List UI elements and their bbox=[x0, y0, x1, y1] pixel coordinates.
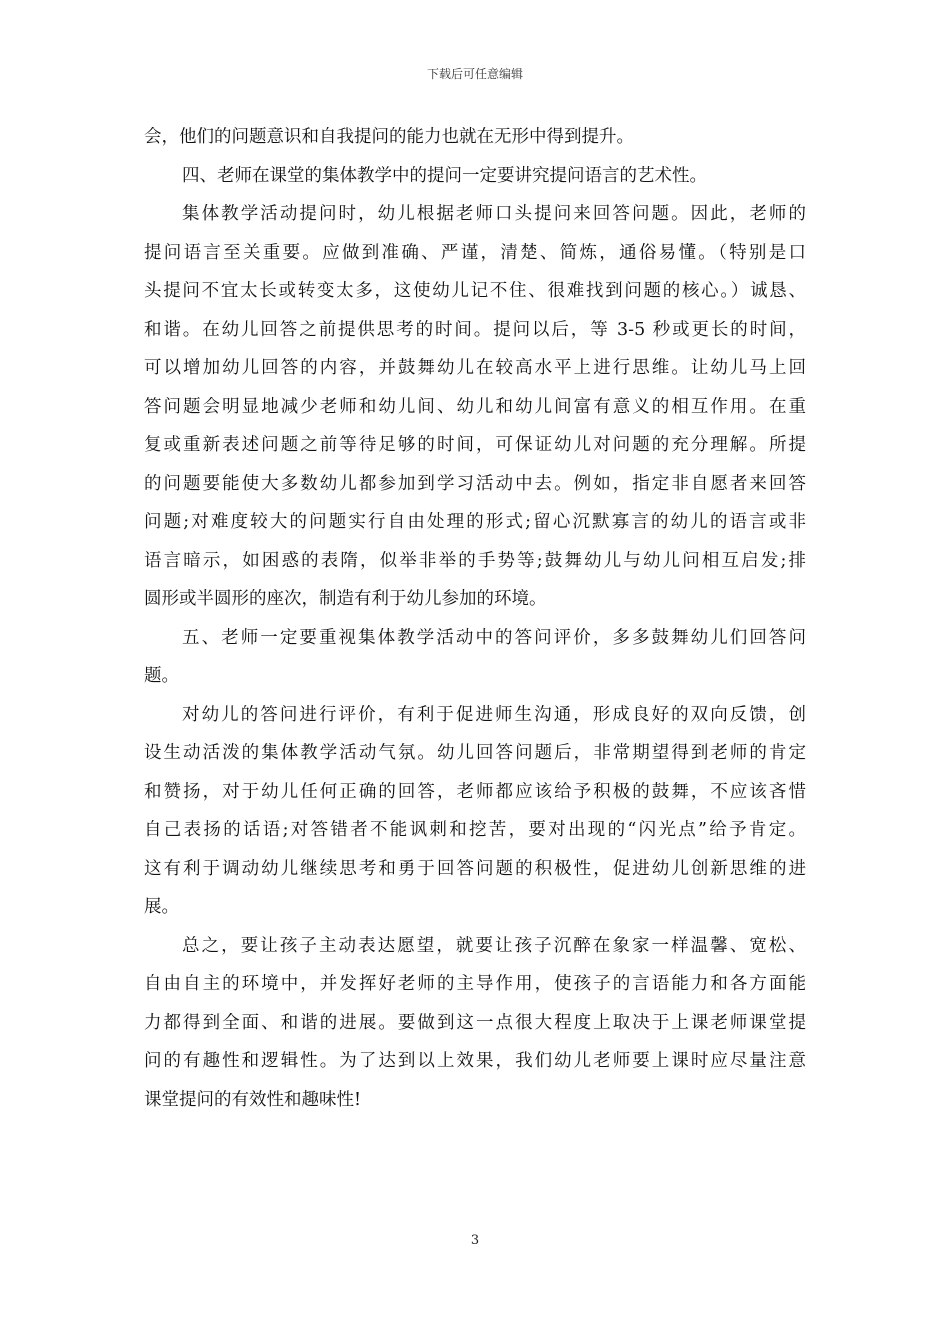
text-line: 集体教学活动提问时，幼儿根据老师口头提问来回答问题。因此，老师的 bbox=[182, 204, 806, 224]
text-line: 和谐。在幼儿回答之前提供思考的时间。提问以后，等 3-5 秒或更长的时间， bbox=[144, 319, 806, 340]
text-line: 自己表扬的话语;对答错者不能讽刺和挖苦，要对出现的“闪光点”给予肯定。 bbox=[144, 820, 806, 840]
text-line: 和赞扬，对于幼儿任何正确的回答，老师都应该给予积极的鼓舞，不应该吝惜 bbox=[144, 781, 806, 802]
text-line: 问的有趣性和逻辑性。为了达到以上效果，我们幼儿老师要上课时应尽量注意 bbox=[144, 1051, 806, 1071]
section-heading-4: 四、老师在课堂的集体教学中的提问一定要讲究提问语言的艺术性。 bbox=[182, 165, 707, 186]
text-line: 展。 bbox=[144, 897, 179, 917]
text-line: 总之，要让孩子主动表达愿望，就要让孩子沉醉在象家一样温馨、宽松、 bbox=[182, 935, 806, 956]
text-line: 圆形或半圆形的座次，制造有利于幼儿参加的环境。 bbox=[144, 589, 547, 609]
text-line: 复或重新表述问题之前等待足够的时间，可保证幼儿对问题的充分理解。所提 bbox=[144, 435, 806, 455]
text-line: 提问语言至关重要。应做到准确、严谨，清楚、简炼，通俗易懂。（特别是口 bbox=[144, 242, 806, 263]
text-line: 会，他们的问题意识和自我提问的能力也就在无形中得到提升。 bbox=[144, 127, 634, 147]
page-number: 3 bbox=[470, 1233, 480, 1248]
section-heading-5-end: 题。 bbox=[144, 666, 179, 686]
text-line: 这有利于调动幼儿继续思考和勇于回答问题的积极性，促进幼儿创新思维的进 bbox=[144, 858, 806, 879]
text-line: 设生动活泼的集体教学活动气氛。幼儿回答问题后，非常期望得到老师的肯定 bbox=[144, 743, 806, 763]
page-header: 下载后可任意编辑 bbox=[426, 67, 523, 81]
document-body bbox=[144, 118, 806, 1119]
text-line: 课堂提问的有效性和趣味性! bbox=[144, 1089, 362, 1110]
text-line: 答问题会明显地减少老师和幼儿间、幼儿和幼儿间富有意义的相互作用。在重 bbox=[144, 396, 806, 417]
text-line: 语言暗示，如困惑的表隋，似举非举的手势等;鼓舞幼儿与幼儿问相互启发;排 bbox=[144, 550, 806, 571]
text-line: 力都得到全面、和谐的进展。要做到这一点很大程度上取决于上课老师课堂提 bbox=[144, 1012, 806, 1033]
text-line: 的问题要能使大多数幼儿都参加到学习活动中去。例如，指定非自愿者来回答 bbox=[144, 473, 806, 494]
text-line: 可以增加幼儿回答的内容，并鼓舞幼儿在较高水平上进行思维。让幼儿马上回 bbox=[144, 358, 806, 378]
text-line: 头提问不宜太长或转变太多，这使幼儿记不住、很难找到问题的核心。）诚恳、 bbox=[144, 281, 806, 301]
section-heading-5: 五、老师一定要重视集体教学活动中的答问评价，多多鼓舞幼儿们回答问 bbox=[182, 627, 806, 648]
text-line: 对幼儿的答问进行评价，有利于促进师生沟通，形成良好的双向反馈，创 bbox=[182, 704, 806, 725]
text-line: 问题;对难度较大的问题实行自由处理的形式;留心沉默寡言的幼儿的语言或非 bbox=[144, 512, 806, 532]
text-line: 自由自主的环境中，并发挥好老师的主导作用，使孩子的言语能力和各方面能 bbox=[144, 974, 806, 994]
